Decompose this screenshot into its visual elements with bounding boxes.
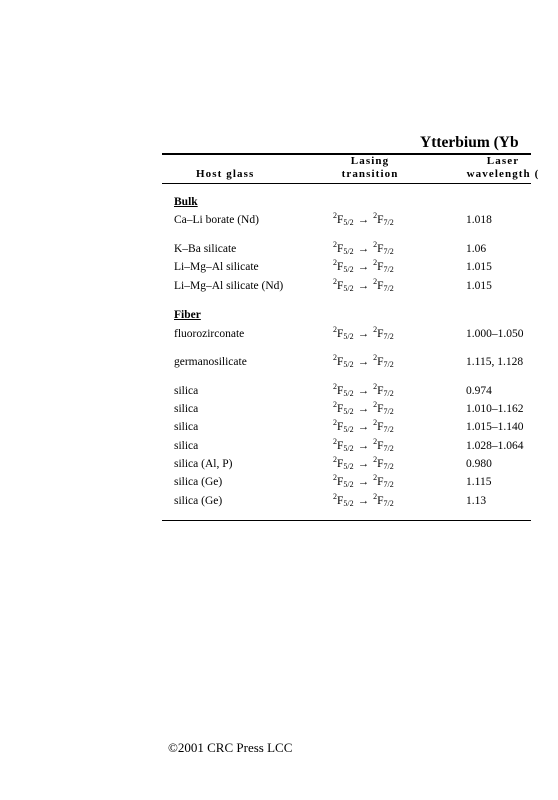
lasing-transition-cell: [333, 325, 394, 341]
laser-wavelength-cell: 1.010–1.162: [466, 403, 524, 415]
transition-upper-j: 5/2: [343, 444, 354, 453]
table-title: Ytterbium (Yb: [420, 134, 519, 151]
transition-upper-j: 5/2: [343, 462, 354, 471]
laser-wavelength-cell: 1.018: [466, 214, 492, 226]
header-lasing-line2: transition: [341, 168, 399, 180]
lasing-transition-cell: [333, 353, 394, 369]
transition-upper-j: 5/2: [343, 425, 354, 434]
transition-upper-term: F: [337, 356, 344, 368]
transition-lower-multiplicity: 2: [373, 437, 378, 446]
transition-upper-multiplicity: 2: [333, 492, 337, 501]
transition-arrow: →: [357, 440, 370, 452]
laser-wavelength-cell: 1.115, 1.128: [466, 356, 524, 368]
transition-lower-j: 7/2: [383, 360, 394, 369]
header-host-glass: Host glass: [196, 168, 255, 180]
transition-upper-multiplicity: 2: [333, 437, 337, 446]
transition-upper-term: F: [337, 421, 344, 433]
transition-lower-term: F: [377, 280, 384, 292]
host-glass-cell: silica: [174, 421, 199, 433]
lasing-transition-cell: [333, 492, 394, 508]
transition-arrow: →: [357, 214, 370, 226]
transition-upper-j: 5/2: [343, 407, 354, 416]
transition-upper-multiplicity: 2: [333, 455, 337, 464]
host-glass-cell: K–Ba silicate: [174, 243, 237, 255]
transition-upper-term: F: [337, 214, 344, 226]
transition-upper-term: F: [337, 458, 344, 470]
transition-arrow: →: [357, 261, 370, 273]
host-glass-cell: silica (Ge): [174, 495, 223, 507]
host-glass-cell: Li–Mg–Al silicate: [174, 261, 259, 273]
transition-upper-multiplicity: 2: [333, 277, 337, 286]
transition-lower-multiplicity: 2: [373, 418, 378, 427]
transition-lower-multiplicity: 2: [373, 353, 378, 362]
transition-lower-term: F: [377, 421, 384, 433]
transition-arrow: →: [357, 243, 370, 255]
transition-upper-multiplicity: 2: [333, 353, 337, 362]
transition-lower-j: 7/2: [383, 480, 394, 489]
section-bulk: Bulk: [174, 196, 198, 208]
laser-wavelength-cell: 1.13: [466, 495, 487, 507]
lasing-transition-cell: [333, 382, 394, 398]
transition-upper-j: 5/2: [343, 360, 354, 369]
transition-lower-multiplicity: 2: [373, 400, 378, 409]
transition-lower-j: 7/2: [383, 462, 394, 471]
transition-lower-multiplicity: 2: [373, 258, 378, 267]
transition-upper-term: F: [337, 440, 344, 452]
transition-lower-term: F: [377, 458, 384, 470]
lasing-transition-cell: [333, 211, 394, 227]
transition-upper-term: F: [337, 328, 344, 340]
transition-upper-j: 5/2: [343, 389, 354, 398]
section-fiber: Fiber: [174, 309, 201, 321]
transition-arrow: →: [357, 385, 370, 397]
transition-lower-j: 7/2: [383, 332, 394, 341]
header-lasing-transition: [330, 155, 410, 181]
host-glass-cell: Li–Mg–Al silicate (Nd): [174, 280, 284, 292]
transition-arrow: →: [357, 476, 370, 488]
transition-upper-multiplicity: 2: [333, 418, 337, 427]
transition-arrow: →: [357, 421, 370, 433]
transition-lower-multiplicity: 2: [373, 455, 378, 464]
transition-upper-term: F: [337, 403, 344, 415]
header-laser-line2: wavelength (: [466, 168, 540, 180]
transition-lower-term: F: [377, 385, 384, 397]
transition-lower-j: 7/2: [383, 284, 394, 293]
transition-upper-multiplicity: 2: [333, 382, 337, 391]
transition-upper-j: 5/2: [343, 480, 354, 489]
transition-lower-j: 7/2: [383, 425, 394, 434]
host-glass-cell: germanosilicate: [174, 356, 247, 368]
copyright-footer: ©2001 CRC Press LCC: [168, 740, 293, 755]
lasing-transition-cell: [333, 277, 394, 293]
transition-lower-j: 7/2: [383, 247, 394, 256]
host-glass-cell: Ca–Li borate (Nd): [174, 214, 259, 226]
transition-upper-multiplicity: 2: [333, 325, 337, 334]
transition-upper-multiplicity: 2: [333, 211, 337, 220]
transition-lower-j: 7/2: [383, 389, 394, 398]
laser-wavelength-cell: 1.06: [466, 243, 487, 255]
host-glass-cell: silica: [174, 440, 199, 452]
laser-wavelength-cell: 0.980: [466, 458, 492, 470]
transition-lower-term: F: [377, 495, 384, 507]
transition-arrow: →: [357, 403, 370, 415]
transition-upper-multiplicity: 2: [333, 473, 337, 482]
lasing-transition-cell: [333, 473, 394, 489]
transition-upper-multiplicity: 2: [333, 258, 337, 267]
transition-upper-term: F: [337, 476, 344, 488]
host-glass-cell: silica: [174, 385, 199, 397]
transition-lower-term: F: [377, 440, 384, 452]
transition-upper-j: 5/2: [343, 499, 354, 508]
transition-upper-j: 5/2: [343, 247, 354, 256]
lasing-transition-cell: [333, 418, 394, 434]
lasing-transition-cell: [333, 400, 394, 416]
transition-lower-j: 7/2: [383, 444, 394, 453]
transition-upper-multiplicity: 2: [333, 400, 337, 409]
transition-upper-term: F: [337, 495, 344, 507]
transition-upper-j: 5/2: [343, 218, 354, 227]
transition-lower-j: 7/2: [383, 407, 394, 416]
laser-wavelength-cell: 1.015: [466, 261, 492, 273]
header-rule: [162, 183, 531, 184]
host-glass-cell: silica (Ge): [174, 476, 223, 488]
lasing-transition-cell: [333, 258, 394, 274]
transition-upper-term: F: [337, 261, 344, 273]
transition-lower-multiplicity: 2: [373, 211, 378, 220]
header-laser-wavelength: [448, 155, 558, 181]
transition-lower-multiplicity: 2: [373, 277, 378, 286]
laser-wavelength-cell: 1.115: [466, 476, 492, 488]
transition-lower-term: F: [377, 243, 384, 255]
transition-lower-term: F: [377, 476, 384, 488]
host-glass-cell: fluorozirconate: [174, 328, 245, 340]
transition-upper-j: 5/2: [343, 265, 354, 274]
laser-wavelength-cell: 1.015–1.140: [466, 421, 524, 433]
transition-arrow: →: [357, 458, 370, 470]
laser-wavelength-cell: 1.000–1.050: [466, 328, 524, 340]
header-laser-line1: Laser: [486, 155, 520, 167]
transition-lower-multiplicity: 2: [373, 240, 378, 249]
transition-lower-term: F: [377, 214, 384, 226]
transition-upper-j: 5/2: [343, 332, 354, 341]
transition-arrow: →: [357, 328, 370, 340]
laser-wavelength-cell: 0.974: [466, 385, 492, 397]
transition-lower-multiplicity: 2: [373, 473, 378, 482]
transition-lower-term: F: [377, 261, 384, 273]
laser-wavelength-cell: 1.015: [466, 280, 492, 292]
transition-lower-j: 7/2: [383, 499, 394, 508]
transition-lower-j: 7/2: [383, 265, 394, 274]
transition-arrow: →: [357, 356, 370, 368]
transition-lower-term: F: [377, 403, 384, 415]
lasing-transition-cell: [333, 437, 394, 453]
transition-upper-term: F: [337, 243, 344, 255]
host-glass-cell: silica: [174, 403, 199, 415]
transition-lower-multiplicity: 2: [373, 492, 378, 501]
bottom-rule: [162, 520, 531, 521]
transition-upper-term: F: [337, 280, 344, 292]
transition-arrow: →: [357, 495, 370, 507]
transition-lower-j: 7/2: [383, 218, 394, 227]
transition-arrow: →: [357, 280, 370, 292]
transition-upper-multiplicity: 2: [333, 240, 337, 249]
host-glass-cell: silica (Al, P): [174, 458, 233, 470]
transition-upper-term: F: [337, 385, 344, 397]
transition-lower-term: F: [377, 328, 384, 340]
transition-lower-multiplicity: 2: [373, 325, 378, 334]
laser-wavelength-cell: 1.028–1.064: [466, 440, 524, 452]
transition-upper-j: 5/2: [343, 284, 354, 293]
lasing-transition-cell: [333, 455, 394, 471]
header-lasing-line1: Lasing: [350, 155, 390, 167]
transition-lower-multiplicity: 2: [373, 382, 378, 391]
transition-lower-term: F: [377, 356, 384, 368]
lasing-transition-cell: [333, 240, 394, 256]
